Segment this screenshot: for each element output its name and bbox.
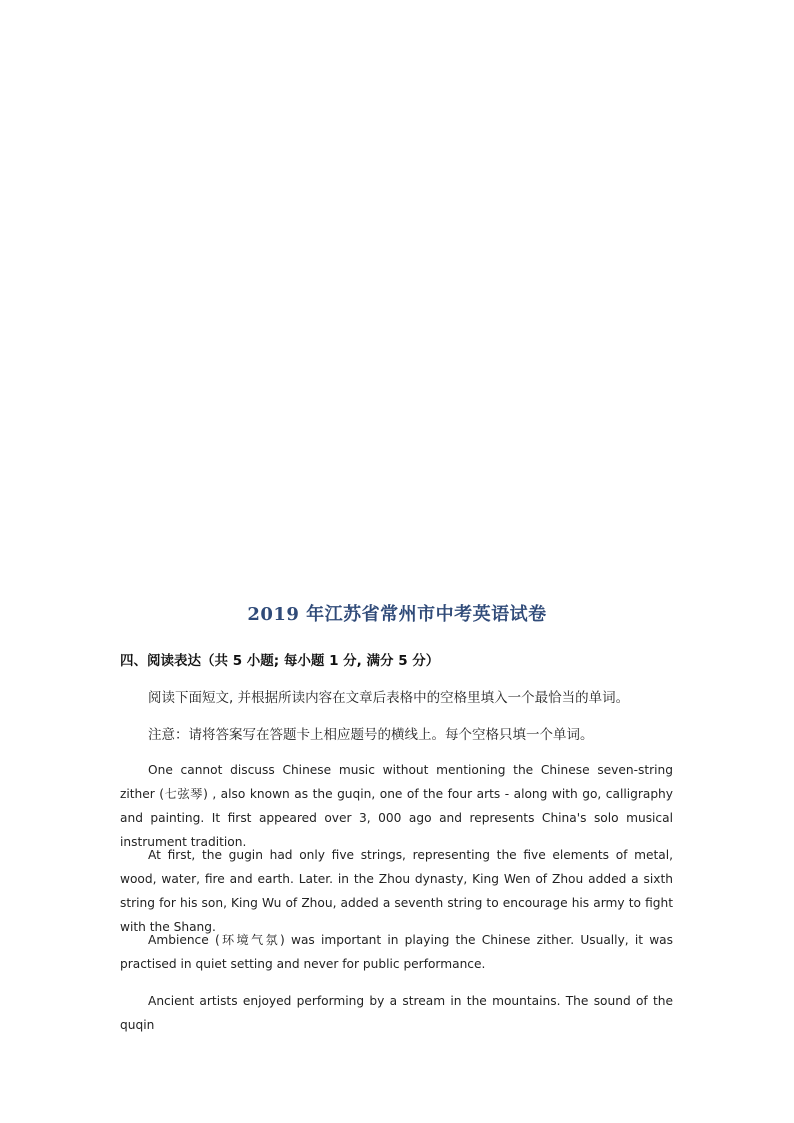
passage-paragraph-4: Ancient artists enjoyed performing by a stream in the mountains. The sound of the quqin bbox=[120, 994, 673, 1032]
passage-paragraph-3: Ambience (环境气氛) was important in playing the Chinese zither. Usually, it was practised in quiet setting and never for public performance. bbox=[120, 933, 673, 971]
passage-paragraph-2: At first, the gugin had only five strings, representing the five elements of metal, wood, water, fire and earth. Later. in the Zhou dynasty, King Wen of Zhou added a sixth string for his son, King Wu of Zhou, added a seventh string to encourage his army to fight with the Shang. bbox=[120, 848, 673, 934]
document-title: 2019 年江苏省常州市中考英语试卷 bbox=[247, 604, 547, 625]
instruction-line-1: 阅读下面短文, 并根据所读内容在文章后表格中的空格里填入一个最恰当的单词。 bbox=[148, 690, 630, 706]
section-heading: 四、阅读表达（共 5 小题; 每小题 1 分, 满分 5 分） bbox=[120, 653, 440, 669]
passage-paragraph-1: One cannot discuss Chinese music without mentioning the Chinese seven-string zither (七弦琴) , also known as the guqin, one of the four arts - along with go, calligraphy and painting. It first appeared over 3, 000 ago and represents China's solo musical instrument tradition. bbox=[120, 763, 673, 849]
instruction-line-2: 注意：请将答案写在答题卡上相应题号的横线上。每个空格只填一个单词。 bbox=[148, 727, 594, 743]
